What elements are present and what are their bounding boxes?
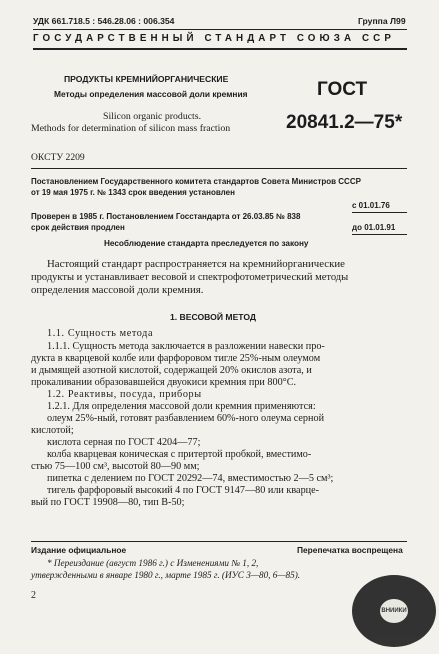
stamp-center: ВНИИКИ [380, 599, 408, 623]
title-en-line2: Methods for determination of silicon mass fraction [31, 123, 231, 134]
gost-number: 20841.2—75* [286, 112, 403, 133]
gost-label: ГОСТ [317, 79, 368, 100]
okstu-code: ОКСТУ 2209 [31, 152, 85, 163]
decree-line1: Постановлением Государственного комитета стандартов Совета Министров СССР [31, 177, 361, 186]
sub2-heading: 1.2. Реактивы, посуда, приборы [47, 389, 202, 400]
extended-date-rule [352, 234, 407, 235]
decree-extended-date: до 01.01.91 [352, 223, 396, 232]
page-number: 2 [31, 590, 36, 601]
reissue-note-line1: * Переиздание (август 1986 г.) с Изменениями № 1, 2, [47, 558, 259, 568]
title-en-line1: Silicon organic products. [103, 111, 202, 122]
intro-line3: определения массовой доли кремния. [31, 284, 204, 296]
item1-line2: кислотой; [31, 425, 74, 436]
banner-rule [33, 48, 407, 50]
p111-line4: прокаливании образовавшейся двуокиси кремния при 800°С. [31, 377, 297, 388]
header-rule [33, 29, 407, 30]
sub1-heading: 1.1. Сущность метода [47, 328, 154, 339]
intro-line1: Настоящий стандарт распространяется на кремнийорганические [47, 258, 345, 270]
p111-line3: и дымящей азотной кислотой, содержащей 20% окислов азота, и [31, 365, 312, 376]
group-code: Группа Л99 [358, 16, 406, 26]
title-rule [31, 168, 407, 169]
footer-rule [31, 541, 407, 542]
item5-line1: тигель фарфоровый высокий 4 по ГОСТ 9147—80 или кварце- [47, 485, 320, 496]
standard-banner: ГОСУДАРСТВЕННЫЙ СТАНДАРТ СОЮЗА ССР [33, 33, 395, 44]
p111-line1: 1.1.1. Сущность метода заключается в разложении навески про- [47, 341, 325, 352]
intro-date-rule [352, 212, 407, 213]
item4: пипетка с делением по ГОСТ 20292—74, вместимостью 2—5 см³; [47, 473, 334, 484]
intro-line2: продукты и устанавливает весовой и спектрофотометрический методы [31, 272, 349, 283]
item5-line2: вый по ГОСТ 19908—80, тип В-50; [31, 497, 185, 508]
official-edition: Издание официальное [31, 545, 127, 555]
decree-line3: Проверен в 1985 г. Постановлением Госстандарта от 26.03.85 № 838 [31, 212, 301, 221]
title-main: ПРОДУКТЫ КРЕМНИЙОРГАНИЧЕСКИЕ [64, 74, 229, 84]
reissue-note-line2: утвержденными в январе 1980 г., марте 1985 г. (ИУС 3—80, 6—85). [31, 570, 301, 580]
penalty-notice: Несоблюдение стандарта преследуется по закону [104, 239, 309, 248]
p111-line2: дукта в кварцевой колбе или фарфоровом тигле 25%-ным олеумом [31, 353, 321, 364]
section1-heading: 1. ВЕСОВОЙ МЕТОД [170, 312, 257, 322]
reprint-prohibited: Перепечатка воспрещена [297, 545, 403, 555]
decree-line2: от 19 мая 1975 г. № 1343 срок введения установлен [31, 188, 235, 197]
item2: кислота серная по ГОСТ 4204—77; [47, 437, 201, 448]
udk-code: УДК 661.718.5 : 546.28.06 : 006.354 [33, 16, 175, 26]
decree-line4: срок действия продлен [31, 223, 125, 232]
item1-line1: олеум 25%-ный, готовят разбавлением 60%-ного олеума серной [47, 413, 325, 424]
decree-intro-date: с 01.01.76 [352, 201, 390, 210]
item3-line1: колба кварцевая коническая с притертой пробкой, вместимо- [47, 449, 312, 460]
p121: 1.2.1. Для определения массовой доли кремния применяются: [47, 401, 316, 412]
title-sub: Методы определения массовой доли кремния [54, 89, 248, 99]
library-stamp [352, 575, 436, 647]
item3-line2: стью 75—100 см³, высотой 80—90 мм; [31, 461, 200, 472]
